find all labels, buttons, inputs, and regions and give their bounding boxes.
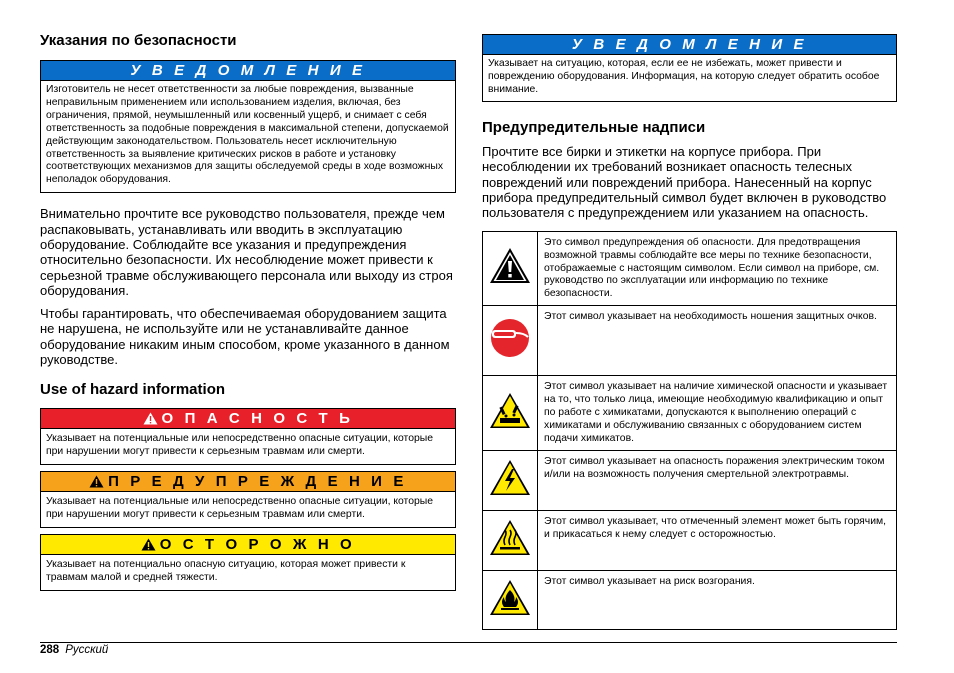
general-warning-icon xyxy=(488,246,532,286)
right-column xyxy=(482,34,897,630)
table-row xyxy=(483,231,897,306)
electric-shock-icon xyxy=(488,458,532,498)
symbol-description: Этот символ указывает на опасность поражения электрическим током и/или на возможность получения смертельной электротравмы. xyxy=(538,451,897,511)
page-footer xyxy=(40,643,108,657)
chemical-hazard-icon xyxy=(488,391,532,431)
symbol-cell xyxy=(483,231,538,306)
danger-text: Указывает на потенциальные или непосредственно опасные ситуации, которые при нарушении могут привести к серьезным травмам или смерти. xyxy=(46,433,434,458)
safety-paragraph-2: Чтобы гарантировать, что обеспечиваемая оборудованием защита не нарушена, не используйте или не устанавливайте данное оборудование никаким иным способом, кроме указанного в данном руководстве. xyxy=(40,305,450,367)
caution-box xyxy=(40,534,456,591)
warning-text: Указывает на потенциальные или непосредственно опасные ситуации, которые при нарушении могут привести к серьезным травмам или смерти. xyxy=(46,496,434,521)
page-number: 288 xyxy=(40,644,60,656)
table-row xyxy=(483,511,897,571)
symbol-description: Этот символ указывает, что отмеченный элемент может быть горячим, и прикасаться к нему следует с осторожностью. xyxy=(538,511,897,571)
danger-box xyxy=(40,408,456,465)
footer-divider xyxy=(40,642,897,643)
danger-header xyxy=(41,409,455,429)
symbol-description: Этот символ указывает на необходимость ношения защитных очков. xyxy=(538,306,897,376)
warning-label: П Р Е Д У П Р Е Ж Д Е Н И Е xyxy=(108,473,407,491)
table-row xyxy=(483,306,897,376)
caution-header xyxy=(41,535,455,555)
warning-triangle-icon xyxy=(141,538,156,551)
table-row xyxy=(483,376,897,451)
symbol-description: Этот символ указывает на риск возгорания. xyxy=(538,571,897,630)
fire-hazard-icon xyxy=(488,578,532,618)
symbols-table xyxy=(482,231,897,631)
notice-text: Изготовитель не несет ответственности за любые повреждения, вызванные неправильным применением или использованием изделия, включая, без ограничения, прямой, неумышленный или косвенный ущерб, и снимает с себя ответственность за подобные повреждения в максимальной степени, допускаемой действующим законодательством. Пользователь несет исключительную ответственность за выявление критических рисков в работе и установку соответствующих механизмов для защиты обследуемой среды в ходе возможных неполадок оборудования. xyxy=(46,84,449,186)
warning-header xyxy=(41,472,455,492)
caution-label: О С Т О Р О Ж Н О xyxy=(159,535,356,553)
hot-surface-icon xyxy=(488,518,532,558)
safety-heading: Указания по безопасности xyxy=(40,32,237,49)
warning-triangle-icon xyxy=(143,412,158,425)
labels-paragraph: Прочтите все бирки и этикетки на корпусе прибора. При несоблюдении их требований возникает опасность телесных повреждений или повреждений прибора. Нанесенный на корпус прибора предупредительный символ будет включен в руководство пользователя с предупреждением или указанием на опасность. xyxy=(482,143,887,221)
equipment-notice-text: Указывает на ситуацию, которая, если ее не избежать, может привести и повреждению оборудования. Информация, на которую следует обратить особое внимание. xyxy=(488,58,880,95)
equipment-notice-box xyxy=(482,34,897,102)
symbol-cell xyxy=(483,306,538,376)
symbol-cell xyxy=(483,376,538,451)
table-row xyxy=(483,571,897,630)
notice-label: У В Е Д О М Л Е Н И Е xyxy=(483,35,896,55)
danger-label: О П А С Н О С Т Ь xyxy=(161,410,354,428)
left-column xyxy=(40,32,456,591)
labels-heading: Предупредительные надписи xyxy=(482,118,706,136)
caution-text: Указывает на потенциально опасную ситуацию, которая может привести к травмам малой и средней тяжести. xyxy=(46,558,406,583)
warning-box xyxy=(40,471,456,528)
symbol-description: Это символ предупреждения об опасности. Для предотвращения возможной травмы соблюдайте все меры по технике безопасности, отображаемые с настоящим символом. Если символ на приборе, см. руководство по эксплуатации или информацию по технике безопасности. xyxy=(538,231,897,306)
symbol-cell xyxy=(483,451,538,511)
table-row xyxy=(483,451,897,511)
notice-label: У В Е Д О М Л Е Н И Е xyxy=(41,61,455,81)
hazard-heading: Use of hazard information xyxy=(40,381,226,399)
safety-paragraph-1: Внимательно прочтите все руководство пользователя, прежде чем распаковывать, устанавливать или вводить в эксплуатацию оборудование. Соблюдайте все указания и предупреждения относительно безопасности. Их несоблюдение может привести к серьезной травме обслуживающего персонала или выходу из строя оборудования. xyxy=(40,206,453,299)
symbol-cell xyxy=(483,511,538,571)
symbol-cell xyxy=(483,571,538,630)
warning-triangle-icon xyxy=(89,475,104,488)
symbol-description: Этот символ указывает на наличие химической опасности и указывает на то, что только лица, имеющие необходимую квалификацию и опыт по работе с химикатами, допускаются к выполнению операций с химикатами и обслуживанию связанных с оборудованием систем подачи химикатов. xyxy=(538,376,897,451)
footer-language: Русский xyxy=(65,644,109,656)
eye-protection-icon xyxy=(488,316,532,360)
notice-box xyxy=(40,60,456,193)
